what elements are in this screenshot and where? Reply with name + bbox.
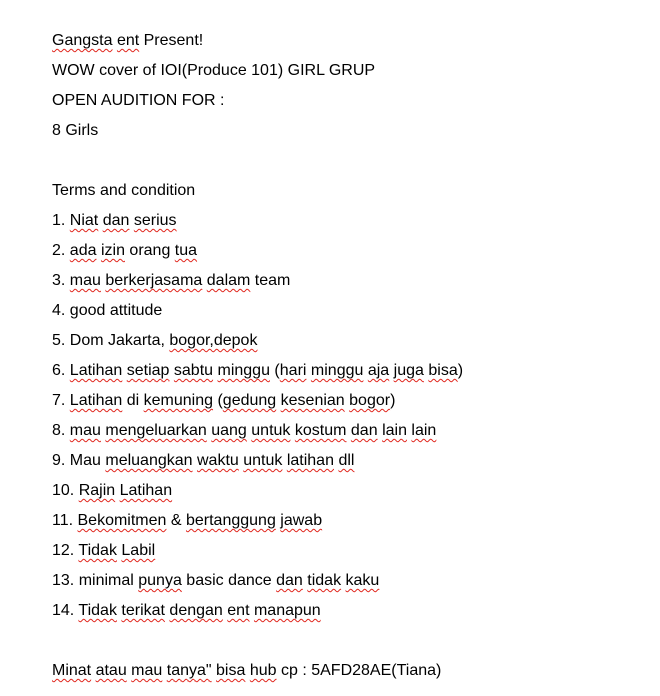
misspelled-word: untuk bbox=[251, 422, 291, 439]
misspelled-word: terikat bbox=[121, 602, 165, 619]
text-segment: orang bbox=[124, 242, 175, 259]
misspelled-word: mau bbox=[69, 272, 101, 289]
text-segment: Present! bbox=[139, 32, 204, 49]
misspelled-word: izin bbox=[100, 242, 125, 259]
misspelled-word: lain bbox=[382, 422, 407, 439]
text-line bbox=[52, 120, 652, 150]
text-line bbox=[52, 90, 652, 120]
misspelled-word: serius bbox=[133, 212, 177, 229]
misspelled-word: Rajin bbox=[78, 482, 116, 499]
text-segment: OPEN AUDITION FOR : bbox=[52, 92, 225, 109]
misspelled-word: kaku bbox=[345, 572, 380, 589]
misspelled-word: dll bbox=[338, 452, 355, 469]
misspelled-word: Labil bbox=[121, 542, 156, 559]
blank-line bbox=[52, 630, 652, 660]
misspelled-word: Gangsta bbox=[52, 32, 113, 49]
text-line bbox=[52, 240, 652, 270]
text-line bbox=[52, 450, 652, 480]
misspelled-word: gedung bbox=[222, 392, 277, 409]
text-line bbox=[52, 30, 652, 60]
text-segment: ) bbox=[390, 392, 396, 409]
misspelled-word: ent bbox=[116, 32, 140, 49]
text-segment: 9. Mau bbox=[52, 452, 106, 469]
misspelled-word: hub bbox=[249, 662, 277, 679]
misspelled-word: Niat bbox=[69, 212, 99, 229]
misspelled-word: hari bbox=[279, 362, 307, 379]
misspelled-word: ada bbox=[69, 242, 97, 259]
text-line bbox=[52, 210, 652, 240]
misspelled-word: mengeluarkan bbox=[105, 422, 207, 439]
misspelled-word: dan bbox=[350, 422, 378, 439]
text-line bbox=[52, 660, 652, 690]
misspelled-word: untuk bbox=[243, 452, 283, 469]
misspelled-word: Bekomitmen bbox=[77, 512, 167, 529]
text-segment: 14. bbox=[52, 602, 79, 619]
text-segment: cp : 5AFD28AE(Tiana) bbox=[276, 662, 442, 679]
misspelled-word: meluangkan bbox=[105, 452, 193, 469]
misspelled-word: mau bbox=[69, 422, 101, 439]
misspelled-word: mau bbox=[131, 662, 163, 679]
misspelled-word: jawab bbox=[280, 512, 323, 529]
text-line bbox=[52, 420, 652, 450]
misspelled-word: ent bbox=[227, 602, 250, 619]
text-segment: basic dance bbox=[181, 572, 277, 589]
document-body bbox=[52, 30, 652, 690]
blank-line bbox=[52, 150, 652, 180]
text-segment: 12. bbox=[52, 542, 79, 559]
misspelled-word: minggu bbox=[217, 362, 270, 379]
misspelled-word: bisa bbox=[216, 662, 246, 679]
misspelled-word: Latihan bbox=[119, 482, 173, 499]
misspelled-word: aja bbox=[367, 362, 390, 379]
misspelled-word: Latihan bbox=[69, 392, 123, 409]
text-segment: 3. bbox=[52, 272, 70, 289]
misspelled-word: kostum bbox=[294, 422, 347, 439]
text-line bbox=[52, 600, 652, 630]
text-line bbox=[52, 510, 652, 540]
misspelled-word: uang bbox=[211, 422, 247, 439]
misspelled-word: bertanggung bbox=[185, 512, 276, 529]
text-segment: 7. bbox=[52, 392, 70, 409]
misspelled-word: latihan bbox=[286, 452, 334, 469]
misspelled-word: punya bbox=[138, 572, 182, 589]
misspelled-word: bogor,depok bbox=[169, 332, 258, 349]
misspelled-word: juga bbox=[393, 362, 424, 379]
misspelled-word: dan bbox=[276, 572, 303, 589]
misspelled-word: atau bbox=[95, 662, 127, 679]
text-line bbox=[52, 570, 652, 600]
text-segment: 8 Girls bbox=[52, 122, 99, 139]
text-segment: 1. bbox=[52, 212, 70, 229]
misspelled-word: setiap bbox=[126, 362, 170, 379]
misspelled-word: sabtu bbox=[173, 362, 214, 379]
text-line bbox=[52, 480, 652, 510]
text-line bbox=[52, 360, 652, 390]
text-segment: 10. bbox=[52, 482, 79, 499]
text-segment: Terms and condition bbox=[52, 182, 196, 199]
misspelled-word: lain bbox=[411, 422, 437, 439]
text-segment: di bbox=[122, 392, 144, 409]
text-line bbox=[52, 60, 652, 90]
misspelled-word: dengan bbox=[169, 602, 223, 619]
text-line bbox=[52, 330, 652, 360]
text-line bbox=[52, 270, 652, 300]
text-segment: team bbox=[250, 272, 291, 289]
text-segment: WOW cover of IOI(Produce 101) GIRL GRUP bbox=[52, 62, 376, 79]
misspelled-word: bogor bbox=[349, 392, 391, 409]
misspelled-word: Latihan bbox=[69, 362, 123, 379]
misspelled-word: kesenian bbox=[280, 392, 345, 409]
text-segment: ( bbox=[213, 392, 223, 409]
misspelled-word: Tidak bbox=[78, 542, 117, 559]
text-line bbox=[52, 300, 652, 330]
misspelled-word: dan bbox=[102, 212, 130, 229]
misspelled-word: tidak bbox=[307, 572, 342, 589]
misspelled-word: Tidak bbox=[78, 602, 117, 619]
misspelled-word: Minat bbox=[52, 662, 92, 679]
text-segment: 5. Dom Jakarta, bbox=[52, 332, 170, 349]
misspelled-word: minggu bbox=[310, 362, 364, 379]
text-segment: 6. bbox=[52, 362, 70, 379]
text-line bbox=[52, 540, 652, 570]
text-line bbox=[52, 390, 652, 420]
misspelled-word: dalam bbox=[206, 272, 251, 289]
text-segment: ) bbox=[457, 362, 464, 379]
text-segment: 4. good attitude bbox=[52, 302, 163, 319]
text-segment: 2. bbox=[52, 242, 70, 259]
misspelled-word: bisa bbox=[428, 362, 458, 379]
misspelled-word: manapun bbox=[253, 602, 321, 619]
misspelled-word: tua bbox=[174, 242, 198, 259]
text-segment: ( bbox=[269, 362, 280, 379]
text-segment: & bbox=[166, 512, 186, 529]
misspelled-word: kemuning bbox=[143, 392, 214, 409]
text-segment: 11. bbox=[52, 512, 78, 529]
misspelled-word: tanya" bbox=[166, 662, 212, 679]
text-segment: 8. bbox=[52, 422, 70, 439]
misspelled-word: berkerjasama bbox=[105, 272, 203, 289]
misspelled-word: waktu bbox=[196, 452, 239, 469]
text-segment: 13. minimal bbox=[52, 572, 139, 589]
text-line bbox=[52, 180, 652, 210]
